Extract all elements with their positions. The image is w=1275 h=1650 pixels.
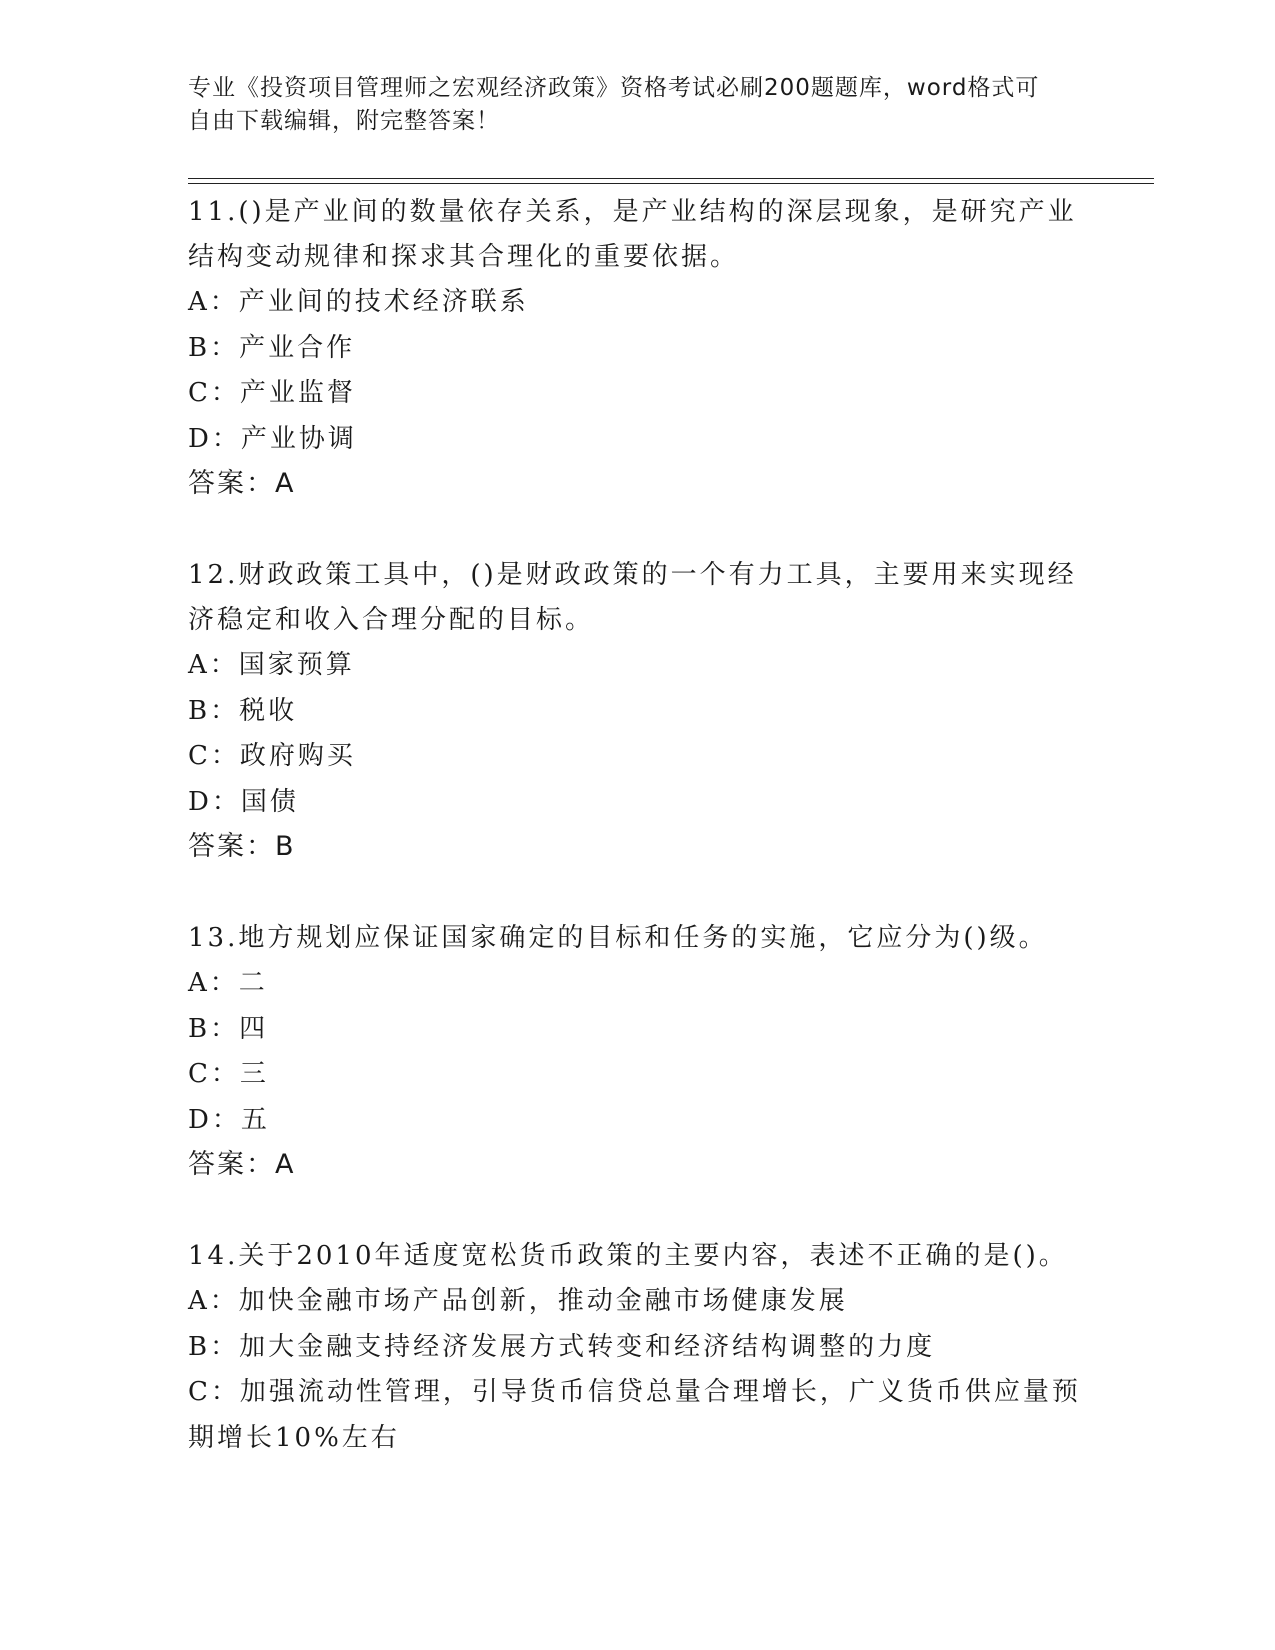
option-c-continued: 期增长10%左右	[188, 1422, 400, 1453]
question-stem-line: 14.关于2010年适度宽松货币政策的主要内容，表述不正确的是()。	[188, 1241, 1068, 1271]
answer-line: 答案：B	[188, 831, 296, 862]
answer-line: 答案：A	[188, 1149, 296, 1180]
document-header	[188, 72, 1068, 138]
question-12	[188, 553, 1088, 869]
option-b: B：加大金融支持经济发展方式转变和经济结构调整的力度	[188, 1331, 936, 1362]
option-c: C：加强流动性管理，引导货币信贷总量合理增长，广义货币供应量预	[188, 1377, 1081, 1407]
option-d: D：五	[188, 1104, 270, 1135]
question-stem-line: 结构变动规律和探求其合理化的重要依据。	[188, 242, 740, 272]
header-line-2: 自由下载编辑，附完整答案！	[188, 108, 500, 134]
spacer	[188, 506, 1088, 553]
header-rule-top	[188, 178, 1154, 179]
option-b: B：产业合作	[188, 332, 356, 363]
option-a: A：加快金融市场产品创新，推动金融市场健康发展	[188, 1286, 848, 1316]
spacer	[188, 1187, 1088, 1234]
header-rule-bottom	[188, 183, 1154, 184]
option-d: D：产业协调	[188, 423, 357, 454]
question-stem-line: 11.()是产业间的数量依存关系，是产业结构的深层现象，是研究产业	[188, 197, 1077, 227]
header-line-1: 专业《投资项目管理师之宏观经济政策》资格考试必刷200题题库，word格式可	[188, 75, 1040, 101]
option-d: D：国债	[188, 786, 299, 817]
question-stem-line: 济稳定和收入合理分配的目标。	[188, 605, 595, 635]
option-a: A：产业间的技术经济联系	[188, 287, 529, 317]
question-list	[188, 190, 1088, 1461]
option-c: C：三	[188, 1059, 269, 1089]
question-14	[188, 1234, 1088, 1461]
question-stem-line: 12.财政政策工具中，()是财政政策的一个有力工具，主要用来实现经	[188, 560, 1077, 590]
option-c: C：产业监督	[188, 378, 356, 408]
question-11	[188, 190, 1088, 506]
option-a: A：二	[188, 968, 268, 998]
option-c: C：政府购买	[188, 741, 356, 771]
question-stem-line: 13.地方规划应保证国家确定的目标和任务的实施，它应分为()级。	[188, 923, 1048, 953]
question-13	[188, 916, 1088, 1187]
option-a: A：国家预算	[188, 650, 355, 680]
option-b: B：税收	[188, 695, 298, 726]
answer-line: 答案：A	[188, 468, 296, 499]
option-b: B：四	[188, 1013, 269, 1044]
spacer	[188, 869, 1088, 916]
